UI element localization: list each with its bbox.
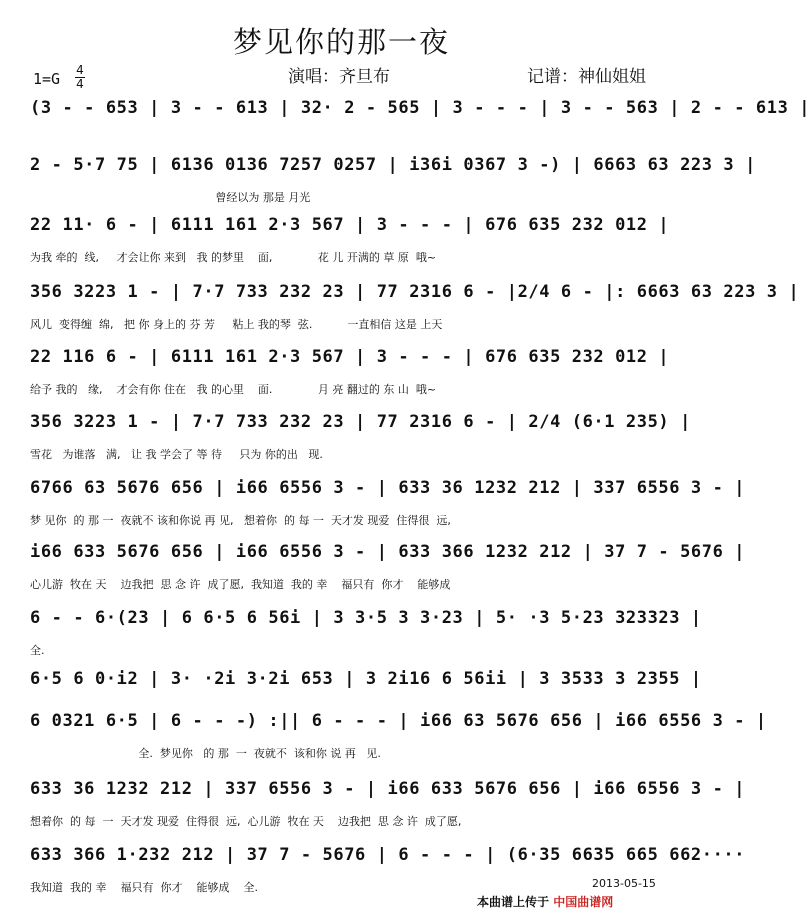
transcriber-credit: 记谱：神仙姐姐 [527,67,646,87]
upload-date: 2013-05-15 [592,877,656,890]
notation-line: 633 366 1·232 212 | 37 7 - 5676 | 6 - - - | (6·35 6635 665 662···· [30,845,756,865]
notation-line: i66 633 5676 656 | i66 6556 3 - | 633 366 1232 212 | 37 7 - 5676 | [30,542,746,562]
notation-line: 6766 63 5676 656 | i66 6556 3 - | 633 36 1232 212 | 337 6556 3 - | [30,478,746,498]
song-title: 梦见你的那一夜 [232,25,450,59]
lyrics-line: 全. [30,644,45,657]
notation-line: 22 11· 6 - | 6111 161 2·3 567 | 3 - - - | 676 635 232 012 | [30,215,670,235]
key-signature: 1=G [33,70,61,88]
notation-line: 6 0321 6·5 | 6 - - -) :|| 6 - - - | i66 63 5676 656 | i66 6556 3 - | [30,711,767,731]
notation-line: 6·5 6 0·i2 | 3· ·2i 3·2i 653 | 3 2i16 6 56ii | 3 3533 3 2355 | [30,669,702,689]
footer-credit [477,893,613,910]
lyrics-line: 为我 牵的 线, 才会让你 来到 我 的梦里 面, 花 儿 开满的 草 原 哦~ [30,251,437,264]
notation-line: (3 - - 653 | 3 - - 613 | 32· 2 - 565 | 3 - - - | 3 - - 563 | 2 - - 613 | [30,98,810,118]
lyrics-line: 想着你 的 每 一 天才发 现爱 住得很 远, 心儿游 牧在 天 边我把 思 念 许 成了愿, [30,815,462,828]
notation-line: 356 3223 1 - | 7·7 733 232 23 | 77 2316 6 - | 2/4 (6·1 235) | [30,412,691,432]
lyrics-line: 雪花 为谁落 满, 让 我 学会了 等 待 只为 你的出 现. [30,448,323,461]
lyrics-line: 曾经以为 那是 月光 [30,191,311,204]
lyrics-line: 梦 见你 的 那 一 夜就不 该和你说 再 见, 想着你 的 每 一 天才发 现爱 住得很 远, [30,514,451,527]
time-numerator: 4 [76,63,84,77]
time-signature [75,65,85,90]
time-denominator: 4 [76,77,84,91]
lyrics-line: 心儿游 牧在 天 边我把 思 念 许 成了愿, 我知道 我的 幸 福只有 你才 能够成 [30,578,451,591]
upload-label: 本曲谱上传于 [477,895,550,909]
notation-line: 356 3223 1 - | 7·7 733 232 23 | 77 2316 6 - |2/4 6 - |: 6663 63 223 3 | [30,282,800,302]
singer-credit: 演唱：齐旦布 [288,67,390,87]
notation-line: 22 116 6 - | 6111 161 2·3 567 | 3 - - - | 676 635 232 012 | [30,347,670,367]
lyrics-line: 风儿 变得缠 绵, 把 你 身上的 芬 芳 粘上 我的琴 弦. 一直相信 这是 上天 [30,318,443,331]
lyrics-line: 全. 梦见你 的 那 一 夜就不 该和你 说 再 见. [30,747,381,760]
notation-line: 633 36 1232 212 | 337 6556 3 - | i66 633 5676 656 | i66 6556 3 - | [30,779,746,799]
notation-line: 2 - 5·7 75 | 6136 0136 7257 0257 | i36i 0367 3 -) | 6663 63 223 3 | [30,155,756,175]
lyrics-line: 给予 我的 缘, 才会有你 住在 我 的心里 面. 月 亮 翻过的 东 山 哦~ [30,383,437,396]
site-logo: 中国曲谱网 [553,895,614,909]
notation-line: 6 - - 6·(23 | 6 6·5 6 56i | 3 3·5 3 3·23 | 5· ·3 5·23 323323 | [30,608,702,628]
lyrics-line: 我知道 我的 幸 福只有 你才 能够成 全. [30,881,258,894]
